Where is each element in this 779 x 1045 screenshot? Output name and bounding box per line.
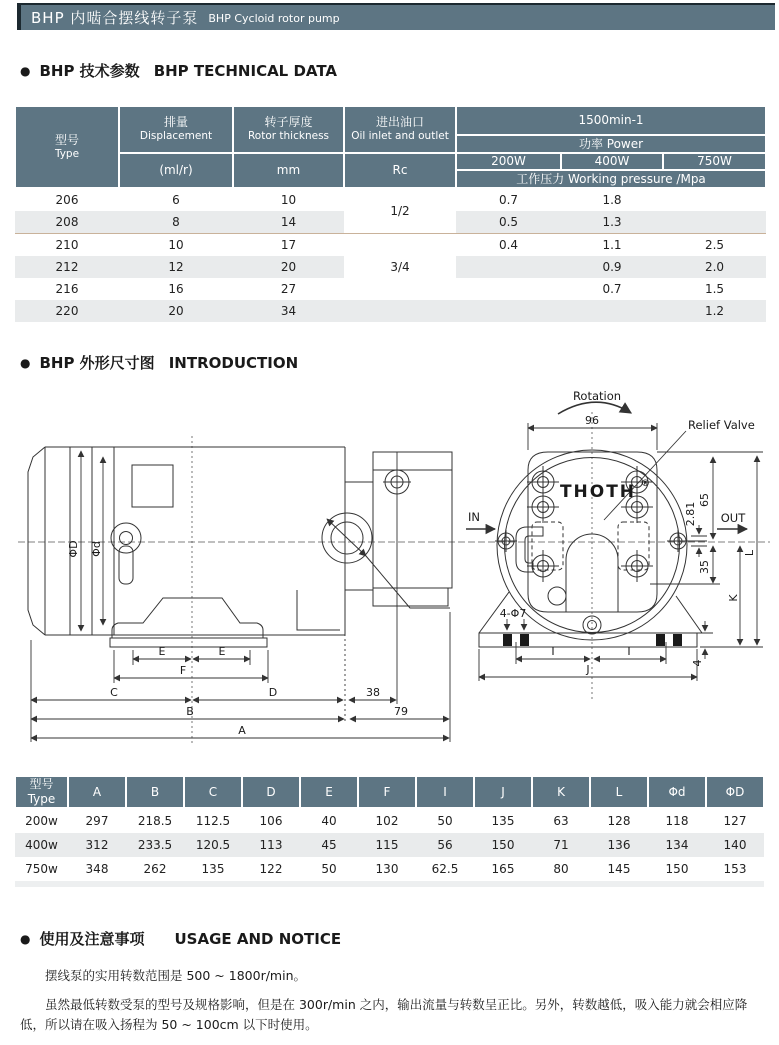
rc-merged-cell: 3/4 [344,234,456,301]
col-header: D [242,776,300,808]
dim-label-E: E [158,645,166,658]
dim-label-38: 38 [366,686,380,699]
dim-label-F: F [179,664,187,677]
dim-label-79: 79 [394,705,408,718]
section-title-en: USAGE AND NOTICE [174,929,342,948]
section-heading-dimensions [20,352,298,373]
col-header-rotor-unit: mm [233,153,344,188]
table-row: 200w 297 218.5 112.5 106 40 102 50 135 63 128 118 127 [15,808,764,833]
page-title-en: BHP Cycloid rotor pump [208,12,340,25]
table-row: 210 10 17 3/4 0.4 1.1 2.5 [15,234,766,257]
table-row: 400w 312 233.5 120.5 113 45 115 56 150 71 136 134 140 [15,833,764,857]
brand-logo: THOTH [559,482,637,502]
section-title-zh: 使用及注意事项 [39,930,145,948]
col-header: I [416,776,474,808]
col-header-rotor: 转子厚度 Rotor thickness [233,106,344,153]
section-title-zh: BHP 技术参数 [39,62,140,80]
side-view-dimensions [31,451,450,742]
dim-label-35: 35 [698,560,711,574]
usage-paragraph-1: 摆线泵的实用转数范围是 500 ~ 1800r/min。 [45,968,306,983]
col-header-type: 型号 Type [15,776,68,808]
col-header: E [300,776,358,808]
usage-paragraph-2: 虽然最低转数受泵的型号及规格影响，但是在 300r/min 之内，输出流量与转数呈正比。另外，转数越低，吸入能力就会相应降低，所以请在吸入扬程为 50 ~ 100cm 以下时使用。 [20,997,748,1032]
dim-label-holes: 4-Φ7 [499,607,527,620]
section-heading-technical [20,60,337,81]
col-header-pressure: 工作压力 Working pressure /Mpa [456,170,766,188]
dim-label-281: 2.81 [684,501,697,527]
dimension-drawing [0,383,779,765]
table-row: 212 12 20 0.9 2.0 [15,256,766,278]
col-header: A [68,776,126,808]
out-label: OUT [720,511,746,525]
col-header-displacement-unit: (ml/r) [119,153,233,188]
dimension-table [14,775,765,887]
table-row: 750w 348 262 135 122 50 130 62.5 165 80 145 150 153 [15,857,764,881]
dim-label-D: D [268,686,278,699]
section-title-zh: BHP 外形尺寸图 [39,354,155,372]
dim-label-65: 65 [698,493,711,507]
col-header: L [590,776,648,808]
col-header-oil: 进出油口 Oil inlet and outlet [344,106,456,153]
table-row: 216 16 27 0.7 1.5 [15,278,766,300]
dim-label-I: I [551,645,555,658]
usage-notes [20,966,762,1044]
col-header: ΦD [706,776,764,808]
rc-merged-cell: 1/2 [344,188,456,234]
col-header-type: 型号 Type [15,106,119,188]
col-header-displacement: 排量 Displacement [119,106,233,153]
table-row: 220 20 34 1.2 [15,300,766,322]
col-header-power: 功率 Power [456,135,766,153]
rotation-label: Rotation [572,389,622,403]
table-row: 206 6 10 1/2 0.7 1.8 [15,188,766,211]
dim-label-4: 4 [691,659,704,667]
section-heading-usage [20,928,341,949]
col-header: Φd [648,776,706,808]
col-header-200w: 200W [456,153,561,170]
col-header-speed: 1500min-1 [456,106,766,135]
dim-label-B: B [186,705,194,718]
dim-label-A: A [238,724,246,737]
table-row: 208 8 14 0.5 1.3 [15,211,766,234]
dim-label-E: E [218,645,226,658]
bullet-icon: ● [20,931,31,946]
inlet-elbow [516,527,543,572]
dim-label-I: I [627,645,631,658]
bullet-icon: ● [20,63,31,78]
section-title-en: BHP TECHNICAL DATA [153,61,338,80]
dim-label-K: K [727,594,740,602]
in-label: IN [468,510,480,524]
dim-label-C: C [110,686,118,699]
section-title-en: INTRODUCTION [168,353,299,372]
dim-label-phid: Φd [90,541,103,557]
dim-label-phiD: ΦD [67,540,80,558]
relief-valve-label: Relief Valve [688,418,755,432]
col-header-oil-unit: Rc [344,153,456,188]
page-title-zh: BHP 内啮合摆线转子泵 [31,9,199,27]
technical-data-table [14,105,767,322]
col-header: F [358,776,416,808]
registered-icon: ® [641,479,650,489]
drawing-labels [67,389,756,737]
col-header-750w: 750W [663,153,766,170]
col-header: J [474,776,532,808]
page-header [17,3,775,30]
table-end-strip [15,881,764,887]
col-header: C [184,776,242,808]
dim-label-96: 96 [585,414,599,427]
bullet-icon: ● [20,355,31,370]
col-header-400w: 400W [561,153,663,170]
rotation-arrow [558,402,631,414]
dim-label-L: L [743,549,756,557]
col-header: B [126,776,184,808]
col-header: K [532,776,590,808]
dim-label-J: J [586,663,590,676]
